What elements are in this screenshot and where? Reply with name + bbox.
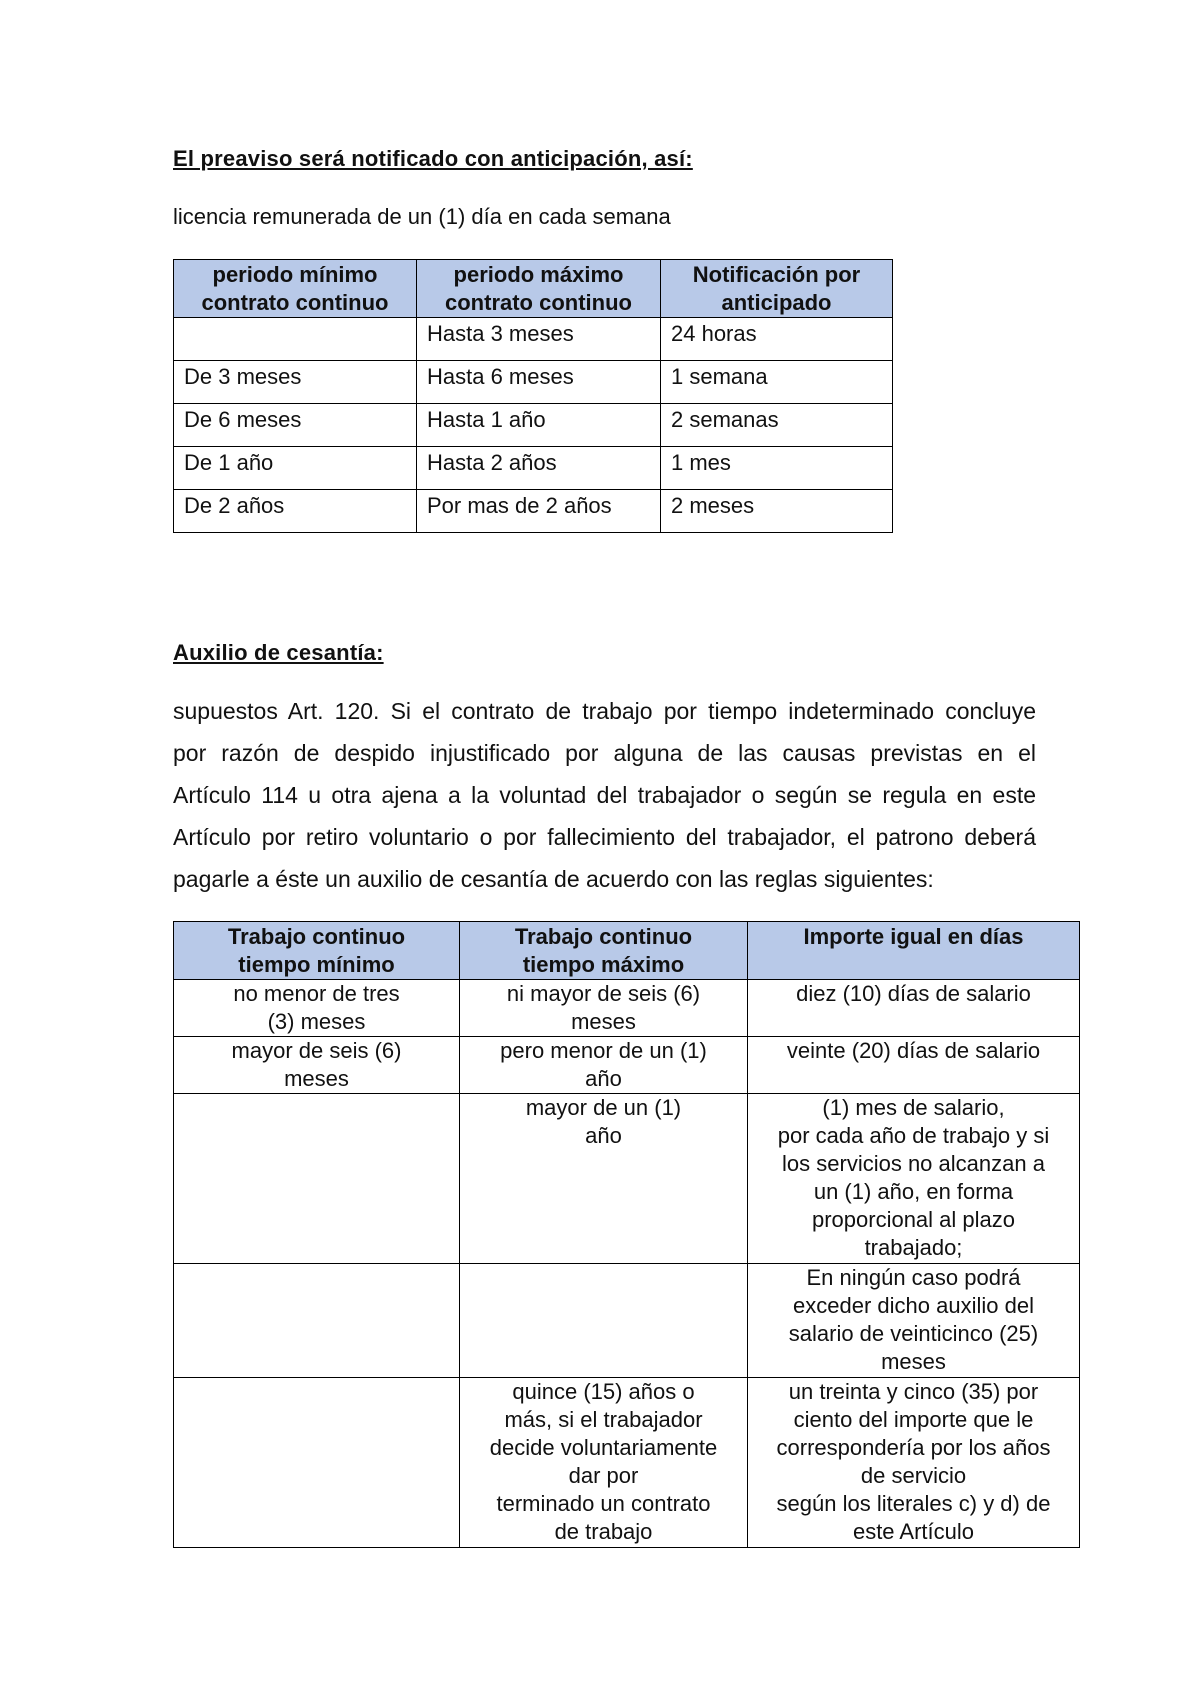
paragraph-line: Artículo por retiro voluntario o por fallecimiento del trabajador, el patrono deberá xyxy=(173,824,1036,850)
cesantia-paragraph xyxy=(173,690,1036,900)
table-cell xyxy=(174,1378,460,1548)
table-cell: En ningún caso podrá exceder dicho auxilio del salario de veinticinco (25) meses xyxy=(748,1264,1080,1378)
header-cell: periodo máximo contrato continuo xyxy=(417,260,661,318)
table-row xyxy=(174,1264,1080,1378)
table-cell: no menor de tres (3) meses xyxy=(174,980,460,1037)
table-cell: Hasta 1 año xyxy=(417,404,661,447)
table-cell xyxy=(174,318,417,361)
table-cell: mayor de seis (6) meses xyxy=(174,1037,460,1094)
table-cell: De 2 años xyxy=(174,490,417,533)
table-row xyxy=(174,1094,1080,1264)
table-cell: Por mas de 2 años xyxy=(417,490,661,533)
table-row xyxy=(174,1378,1080,1548)
cesantia-table xyxy=(173,921,1080,1548)
table-cell: De 1 año xyxy=(174,447,417,490)
table-cell: De 3 meses xyxy=(174,361,417,404)
table-cell xyxy=(460,1264,748,1378)
table-row xyxy=(174,490,893,533)
header-cell: periodo mínimo contrato continuo xyxy=(174,260,417,318)
table-cell: un treinta y cinco (35) por ciento del importe que le correspondería por los años de servicio según los literales c) y d) de este Artículo xyxy=(748,1378,1080,1548)
intro-text: licencia remunerada de un (1) día en cada semana xyxy=(173,204,671,229)
table-cell: mayor de un (1) año xyxy=(460,1094,748,1264)
table-cell xyxy=(174,1094,460,1264)
table-row xyxy=(174,980,1080,1037)
table-row xyxy=(174,404,893,447)
preaviso-table xyxy=(173,259,893,533)
table-cell: 1 mes xyxy=(661,447,893,490)
table-row xyxy=(174,318,893,361)
table-cell: 2 semanas xyxy=(661,404,893,447)
table-cell: Hasta 3 meses xyxy=(417,318,661,361)
table-row xyxy=(174,361,893,404)
table-cell: pero menor de un (1) año xyxy=(460,1037,748,1094)
table-cell: ni mayor de seis (6) meses xyxy=(460,980,748,1037)
section-heading-preaviso: El preaviso será notificado con anticipación, así: xyxy=(173,146,693,171)
table-cell: Hasta 2 años xyxy=(417,447,661,490)
header-cell: Trabajo continuo tiempo mínimo xyxy=(174,922,460,980)
table-cell xyxy=(174,1264,460,1378)
header-cell: Importe igual en días xyxy=(748,922,1080,980)
paragraph-line: por razón de despido injustificado por alguna de las causas previstas en el xyxy=(173,740,1036,766)
table-row xyxy=(174,447,893,490)
table-cell: 2 meses xyxy=(661,490,893,533)
table-header-row xyxy=(174,922,1080,980)
table-cell: 1 semana xyxy=(661,361,893,404)
table-cell: Hasta 6 meses xyxy=(417,361,661,404)
paragraph-line: Artículo 114 u otra ajena a la voluntad del trabajador o según se regula en este xyxy=(173,782,1036,808)
header-cell: Trabajo continuo tiempo máximo xyxy=(460,922,748,980)
section-heading-cesantia: Auxilio de cesantía: xyxy=(173,640,384,665)
table-cell: diez (10) días de salario xyxy=(748,980,1080,1037)
table-cell: quince (15) años o más, si el trabajador decide voluntariamente dar por terminado un contrato de trabajo xyxy=(460,1378,748,1548)
paragraph-line: pagarle a éste un auxilio de cesantía de acuerdo con las reglas siguientes: xyxy=(173,866,934,892)
paragraph-line: supuestos Art. 120. Si el contrato de trabajo por tiempo indeterminado concluye xyxy=(173,698,1036,724)
table-cell: (1) mes de salario, por cada año de trabajo y si los servicios no alcanzan a un (1) año, en forma proporcional al plazo trabajado; xyxy=(748,1094,1080,1264)
table-cell: De 6 meses xyxy=(174,404,417,447)
table-cell: 24 horas xyxy=(661,318,893,361)
table-row xyxy=(174,1037,1080,1094)
header-cell: Notificación por anticipado xyxy=(661,260,893,318)
table-cell: veinte (20) días de salario xyxy=(748,1037,1080,1094)
table-header-row xyxy=(174,260,893,318)
